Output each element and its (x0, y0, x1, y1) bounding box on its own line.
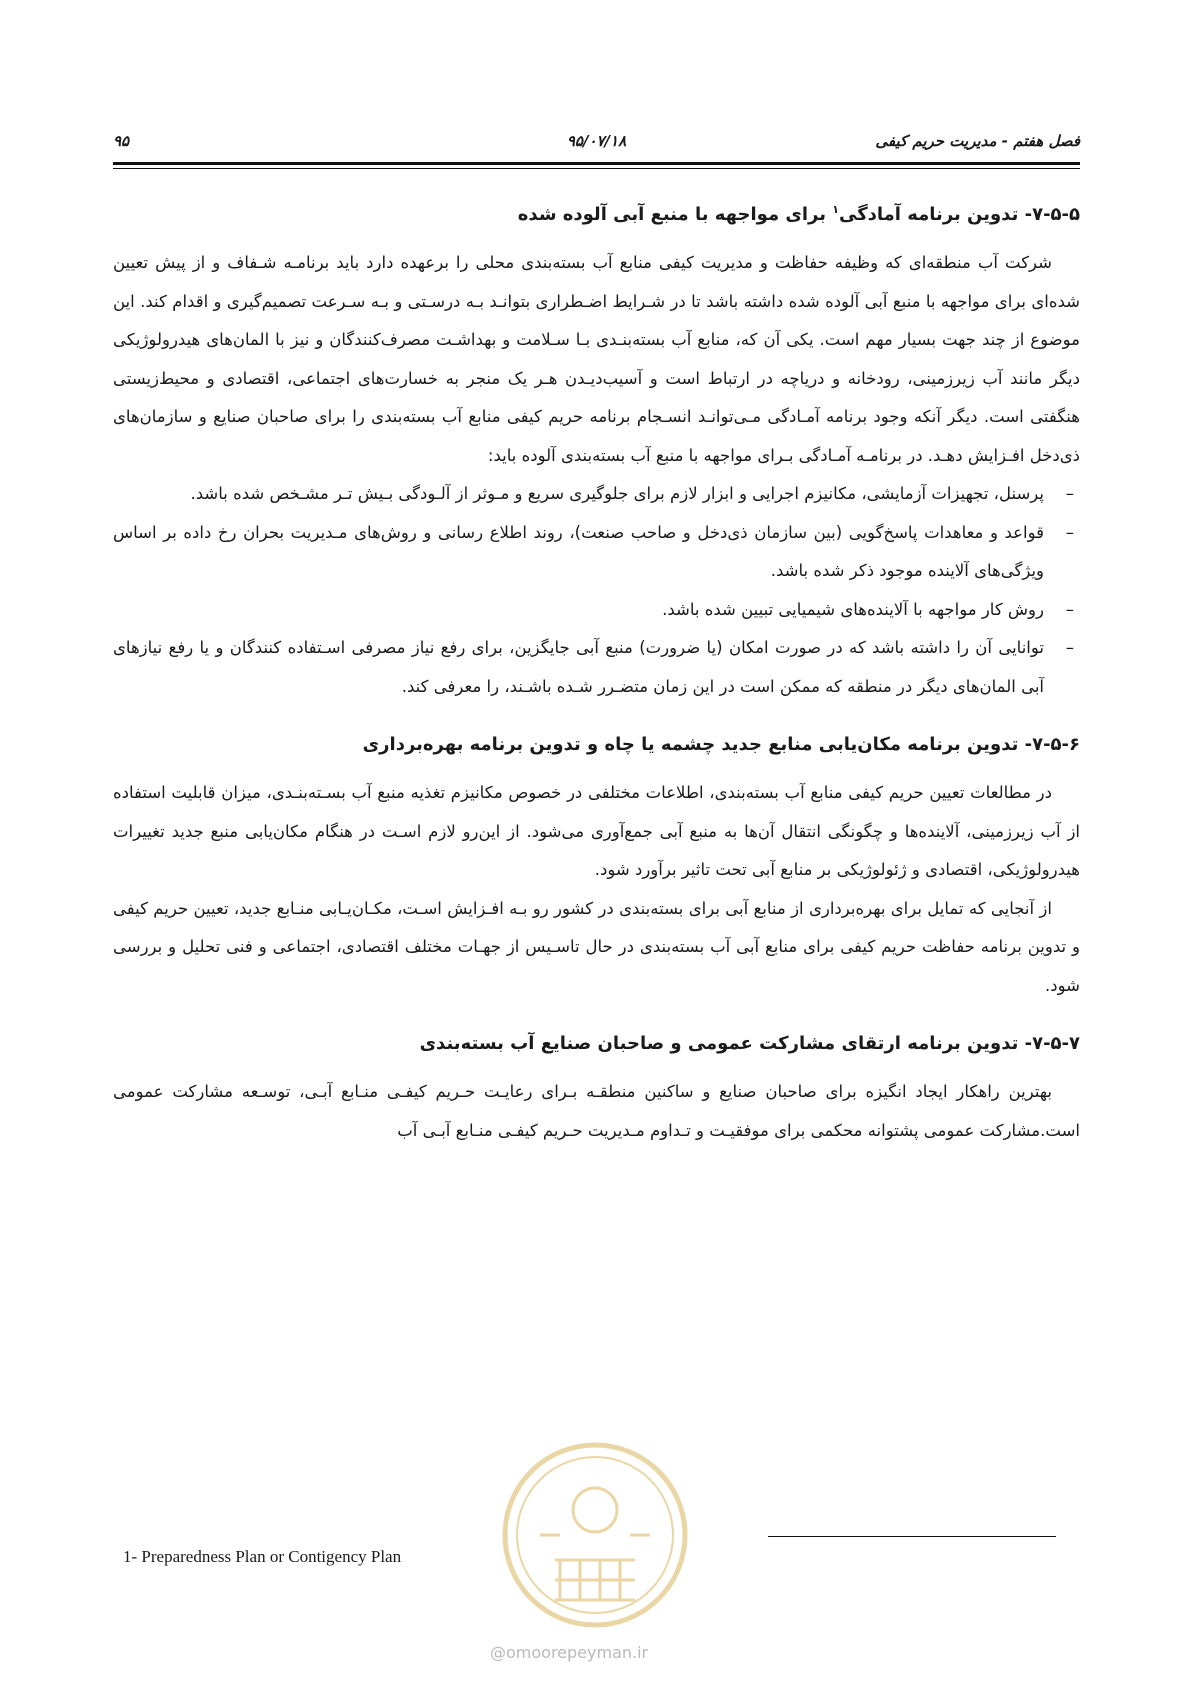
footnote-rule (768, 1536, 1056, 1537)
chapter-title: فصل هفتم - مدیریت حریم کیفی (875, 132, 1080, 150)
paragraph: بهترین راهکار ایجاد انگیزه برای صاحبان صنایع و ساکنین منطقـه بـرای رعایـت حـریم کیفـی منـابع آبـی، توسـعه مشارکت عمومی است.مشارکت عمومی پشتوانه محکمی برای موفقیـت و تـداوم مـدیریت حـریم کیفـی منـابع آبـی آب (113, 1082, 1080, 1140)
paragraph: در مطالعات تعیین حریم کیفی منابع آب بسته‌بندی، اطلاعات مختلفی در خصوص مکانیزم تغذیه منبع آب بسـته‌بنـدی، میزان قابلیت استفاده از آب زیرزمینی، آلاینده‌ها و چگونگی انتقال آن‌ها به منبع آبی جمع‌آوری می‌شود. از این‌رو لازم اسـت در هنگام مکان‌یابی منبع جدید تغییرات هیدرولوژیکی، اقتصادی و ژئولوژیکی بر منابع آبی تحت تاثیر برآورد شود. (113, 783, 1080, 879)
dash-bullet: – (1065, 638, 1074, 657)
header-date: ۹۵/۰۷/۱۸ (566, 132, 627, 150)
list-item-text: روش کار مواجهه با آلاینده‌های شیمیایی تبیین شده باشد. (662, 599, 1044, 619)
dash-bullet: – (1065, 484, 1074, 503)
list-item-text: قواعد و معاهدات پاسخ‌گویی (بین سازمان ذی‌دخل و صاحب صنعت)، روند اطلاع رسانی و روش‌های مـدیریت بحران رخ داده بر اساس ویژگی‌های آلاینده موجود ذکر شده باشد. (113, 522, 1044, 580)
section-heading-7-5-7: ۷-۵-۷- تدوین برنامه ارتقای مشارکت عمومی و صاحبان صنایع آب بسته‌بندی (419, 1033, 1080, 1054)
header-rule-thin (113, 168, 1080, 169)
dash-bullet: – (1065, 522, 1074, 542)
list-item-text: پرسنل، تجهیزات آزمایشی، مکانیزم اجرایی و ابزار لازم برای جلوگیری سریع و مـوثر از آلـودگی بـیش تـر مشـخص شده باشد. (190, 484, 1044, 503)
page-number: ۹۵ (113, 132, 130, 150)
paragraph: از آنجایی که تمایل برای بهره‌برداری از منابع آبی برای بسته‌بندی در کشور رو بـه افـزایش اسـت، مکـان‌یـابی منـابع جدید، تعیین حریم کیفی و تدوین برنامه حفاظت حریم کیفی برای منابع آبی آب بسته‌بندی در حال تاسـیس از جهـات مختلف اقتصادی، اجتماعی و فنی تحلیل و بررسی شود. (113, 898, 1080, 995)
list-item (113, 591, 1080, 630)
list-item-text: توانایی آن را داشته باشد که در صورت امکان (یا ضرورت) منبع آبی جایگزین، برای رفع نیاز مصرفی اسـتفاده کنندگان و یا رفع نیازهای آبی المان‌های دیگر در منطقه که ممکن است در این زمان متضـرر شـده باشـند، را معرفی کند. (113, 638, 1044, 696)
paragraph: شرکت آب منطقه‌ای که وظیفه حفاظت و مدیریت کیفی منابع آب بسته‌بندی محلی را برعهده دارد باید برنامـه شـفاف و از پیش تعیین شده‌ای برای مواجهه با منبع آبی آلوده شده داشته باشد تا در شـرایط اضـطراری بتوانـد بـه درسـتی و بـه سـرعت تصمیم‌گیری و اقدام کند. این موضوع از چند جهت بسیار مهم است. یکی آن که، منابع آب بسته‌بنـدی بـا سـلامت و بهداشـت مصرف‌کنندگان و نیز با المان‌های هیدرولوژیکی دیگر مانند آب زیرزمینی، رودخانه و دریاچه در ارتباط است و آسیب‌دیـدن هـر یک منجر به خسارت‌های اجتماعی، اقتصادی و محیط‌زیستی هنگفتی است. دیگر آنکه وجود برنامه آمـادگی مـی‌توانـد انسـجام برنامه حریم کیفی منابع آب بسته‌بندی را برای صاحبان صنایع و سازمان‌های ذی‌دخل افـزایش دهـد. در برنامـه آمـادگی بـرای مواجهه با منبع آب بسته‌بندی آلوده باید: (113, 253, 1080, 465)
running-header (113, 132, 1080, 158)
footnote-ref: ۱ (832, 203, 839, 216)
page-body (113, 200, 1080, 1150)
header-rule (113, 162, 1080, 165)
dash-bullet: – (1065, 599, 1074, 619)
list-item (113, 629, 1080, 706)
heading-text: ۷-۵-۵- تدوین برنامه آمادگی (838, 204, 1080, 225)
watermark-url: @omoorepeyman.ir (490, 1643, 649, 1662)
list-item (113, 514, 1080, 591)
section-heading-7-5-5 (113, 200, 1080, 230)
section-heading-7-5-6: ۷-۵-۶- تدوین برنامه مکان‌یابی منابع جدید چشمه یا چاه و تدوین برنامه بهره‌برداری (362, 734, 1080, 755)
footnote: 1- Preparedness Plan or Contigency Plan (123, 1547, 402, 1566)
requirements-list (113, 475, 1080, 706)
watermark-seal-icon (500, 1440, 690, 1630)
heading-text-suffix: برای مواجهه با منبع آبی آلوده شده (517, 204, 833, 225)
list-item (113, 475, 1080, 514)
